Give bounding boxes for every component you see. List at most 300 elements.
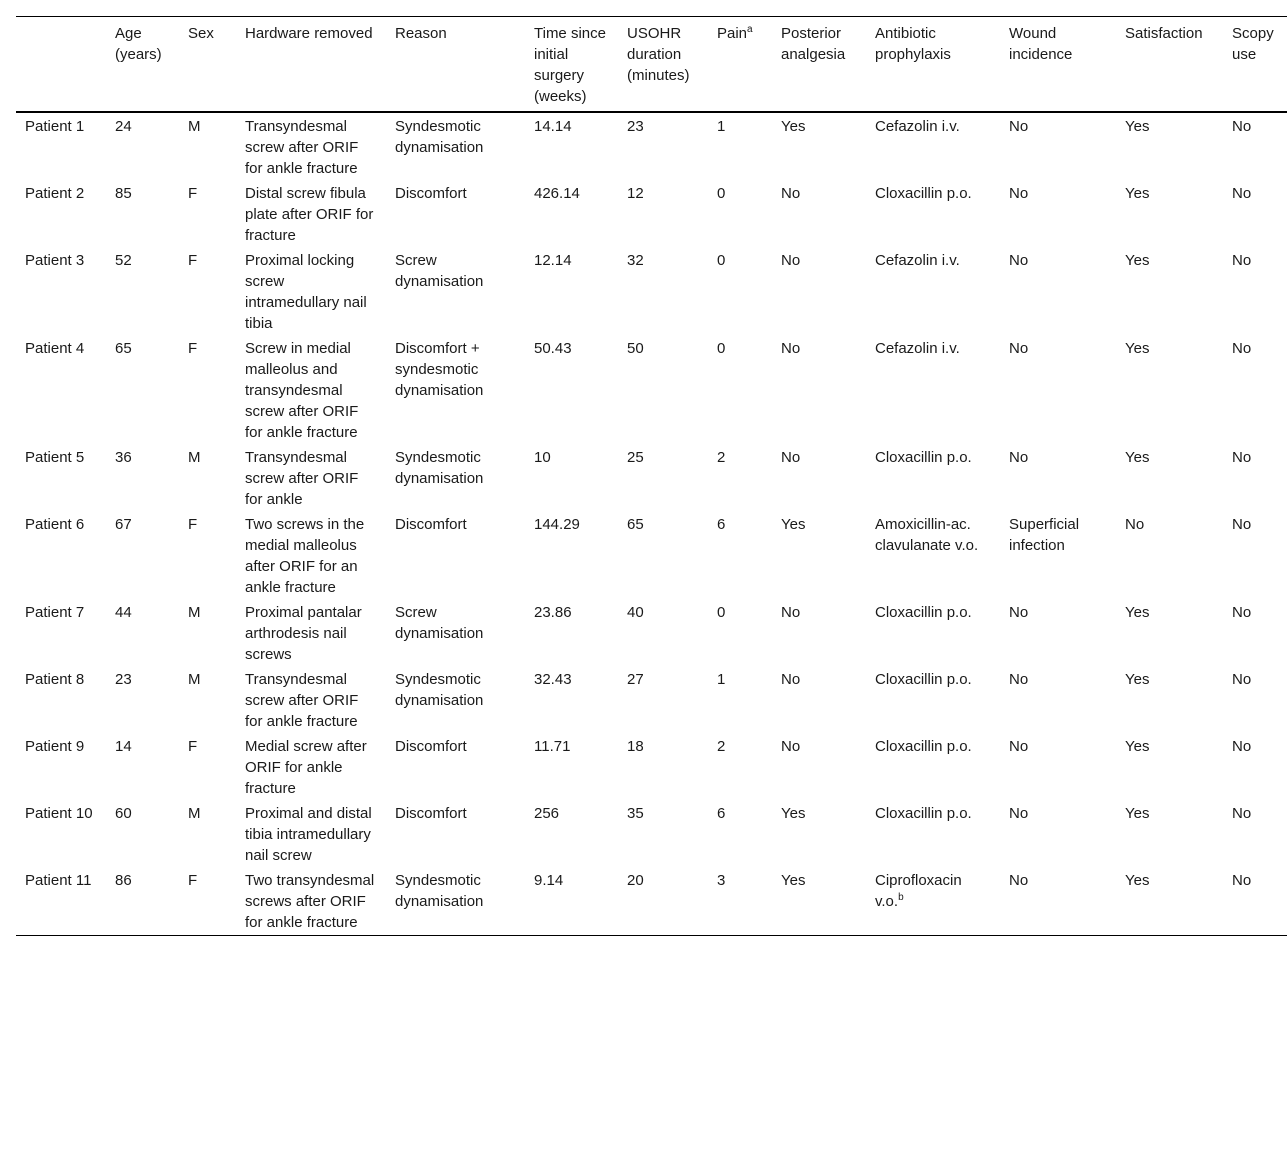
cell-text: Syndesmotic dynamisation	[395, 872, 484, 910]
table-cell	[866, 336, 1000, 445]
cell-text: 25	[627, 449, 644, 466]
table-cell	[386, 445, 525, 512]
table-body	[16, 112, 1287, 936]
table-cell	[525, 734, 618, 801]
table-cell	[386, 734, 525, 801]
table-cell	[618, 868, 708, 936]
column-header-label: USOHR duration (minutes)	[627, 25, 690, 84]
cell-text: Cloxacillin p.o.	[875, 185, 972, 202]
table-cell	[236, 336, 386, 445]
cell-text: 1	[717, 118, 726, 135]
table-row	[16, 801, 1287, 868]
table-cell	[179, 181, 236, 248]
cell-text: M	[188, 604, 201, 621]
table-cell	[708, 112, 772, 181]
table-cell	[236, 248, 386, 336]
table-cell	[1223, 600, 1287, 667]
table-cell	[1116, 181, 1223, 248]
table-cell	[106, 181, 179, 248]
cell-text: 256	[534, 805, 560, 822]
table-cell	[618, 512, 708, 600]
column-header	[386, 17, 525, 113]
cell-text: M	[188, 449, 201, 466]
cell-text: F	[188, 252, 198, 269]
table-cell	[525, 112, 618, 181]
column-header-label: Sex	[188, 25, 214, 42]
cell-text: 27	[627, 671, 644, 688]
table-cell	[106, 667, 179, 734]
cell-text: No	[1009, 340, 1029, 357]
cell-text: No	[1009, 738, 1029, 755]
cell-text: 0	[717, 340, 726, 357]
cell-text: No	[1232, 671, 1252, 688]
cell-text: No	[1232, 604, 1252, 621]
cell-text: 6	[717, 805, 726, 822]
table-cell	[866, 801, 1000, 868]
table-cell	[236, 512, 386, 600]
cell-text: No	[1009, 671, 1029, 688]
table-cell	[772, 248, 866, 336]
cell-text: No	[1009, 252, 1029, 269]
cell-text: 0	[717, 185, 726, 202]
cell-text: No	[1232, 516, 1252, 533]
cell-text: No	[781, 738, 801, 755]
cell-text: Cefazolin i.v.	[875, 340, 960, 357]
table-cell	[772, 734, 866, 801]
cell-text: Patient 3	[25, 252, 85, 269]
table-cell	[772, 112, 866, 181]
cell-text: Patient 2	[25, 185, 85, 202]
table-cell	[1116, 445, 1223, 512]
cell-text: No	[1232, 449, 1252, 466]
table-cell	[1223, 667, 1287, 734]
table-cell	[179, 248, 236, 336]
table-cell	[386, 181, 525, 248]
table-cell	[708, 600, 772, 667]
table-cell	[16, 600, 106, 667]
column-header-label: Wound incidence	[1009, 25, 1073, 63]
table-cell	[708, 181, 772, 248]
table-cell	[1116, 600, 1223, 667]
table-cell	[525, 512, 618, 600]
table-cell	[16, 667, 106, 734]
cell-text: No	[1232, 118, 1252, 135]
cell-text: F	[188, 516, 198, 533]
column-header-label: Hardware removed	[245, 25, 373, 42]
cell-text: F	[188, 872, 198, 889]
cell-text: Discomfort	[395, 185, 467, 202]
table-cell	[525, 336, 618, 445]
column-header-label: Scopy use	[1232, 25, 1274, 63]
table-cell	[618, 734, 708, 801]
table-cell	[1116, 734, 1223, 801]
cell-text: Yes	[1125, 118, 1150, 135]
cell-text: 12.14	[534, 252, 572, 269]
table-cell	[866, 868, 1000, 936]
table-row	[16, 248, 1287, 336]
cell-text: No	[1232, 252, 1252, 269]
cell-text: Distal screw fibula plate after ORIF for fracture	[245, 185, 374, 244]
table-cell	[772, 445, 866, 512]
table-cell	[1223, 868, 1287, 936]
table-cell	[1116, 112, 1223, 181]
table-cell	[236, 801, 386, 868]
table-cell	[772, 868, 866, 936]
table-cell	[708, 868, 772, 936]
table-cell	[772, 181, 866, 248]
cell-text: 60	[115, 805, 132, 822]
cell-text: No	[781, 671, 801, 688]
cell-text: Yes	[1125, 340, 1150, 357]
cell-text: 12	[627, 185, 644, 202]
table-cell	[236, 112, 386, 181]
table-cell	[16, 445, 106, 512]
cell-text: Patient 11	[25, 872, 92, 889]
cell-text: 65	[115, 340, 132, 357]
cell-text: F	[188, 340, 198, 357]
cell-text: No	[781, 604, 801, 621]
cell-text: Yes	[781, 118, 806, 135]
cell-text: Yes	[1125, 604, 1150, 621]
cell-text: 85	[115, 185, 132, 202]
table-cell	[618, 445, 708, 512]
cell-text: 11.71	[534, 738, 571, 755]
column-header-label: Satisfaction	[1125, 25, 1203, 42]
table-cell	[1223, 112, 1287, 181]
cell-text: Syndesmotic dynamisation	[395, 449, 484, 487]
table-cell	[236, 667, 386, 734]
table-cell	[106, 600, 179, 667]
cell-text: Patient 8	[25, 671, 85, 688]
cell-text: Yes	[1125, 671, 1150, 688]
cell-text: No	[1232, 340, 1252, 357]
table-cell	[179, 600, 236, 667]
table-cell	[1000, 445, 1116, 512]
cell-text: Screw dynamisation	[395, 252, 484, 290]
cell-text: 36	[115, 449, 132, 466]
cell-text: No	[1232, 872, 1252, 889]
table-cell	[618, 336, 708, 445]
table-cell	[618, 600, 708, 667]
cell-text: 18	[627, 738, 644, 755]
table-cell	[525, 445, 618, 512]
table-cell	[866, 112, 1000, 181]
cell-text: No	[1232, 738, 1252, 755]
table-cell	[386, 600, 525, 667]
table-cell	[179, 512, 236, 600]
cell-text: 0	[717, 604, 726, 621]
cell-text: No	[1009, 449, 1029, 466]
table-cell	[866, 248, 1000, 336]
table-cell	[708, 336, 772, 445]
header-row	[16, 17, 1287, 113]
table-cell	[1000, 248, 1116, 336]
cell-text: Yes	[1125, 185, 1150, 202]
cell-text: Yes	[781, 805, 806, 822]
cell-text: Patient 4	[25, 340, 85, 357]
cell-text: Proximal pantalar arthrodesis nail screws	[245, 604, 362, 663]
cell-text: No	[1009, 185, 1029, 202]
table-cell	[866, 734, 1000, 801]
cell-text: 144.29	[534, 516, 580, 533]
table-row	[16, 181, 1287, 248]
cell-text: Discomfort	[395, 805, 467, 822]
cell-text: Cloxacillin p.o.	[875, 805, 972, 822]
cell-text: Discomfort + syndesmotic dynamisation	[395, 340, 484, 399]
table-cell	[866, 667, 1000, 734]
cell-text: 24	[115, 118, 132, 135]
table-cell	[1000, 667, 1116, 734]
table-cell	[1000, 112, 1116, 181]
table-cell	[179, 868, 236, 936]
cell-text: 23	[115, 671, 132, 688]
table-cell	[179, 801, 236, 868]
table-cell	[525, 667, 618, 734]
table-cell	[16, 112, 106, 181]
table-cell	[772, 600, 866, 667]
table-cell	[708, 512, 772, 600]
table-row	[16, 734, 1287, 801]
cell-text: M	[188, 118, 201, 135]
cell-text: Patient 9	[25, 738, 85, 755]
column-header-label: Posterior analgesia	[781, 25, 846, 63]
cell-text: Yes	[1125, 872, 1150, 889]
table-cell	[106, 445, 179, 512]
table-cell	[1223, 336, 1287, 445]
table-cell	[1000, 600, 1116, 667]
cell-text: 20	[627, 872, 644, 889]
cell-text: 50.43	[534, 340, 572, 357]
cell-text: Cloxacillin p.o.	[875, 449, 972, 466]
table-row	[16, 868, 1287, 936]
column-header	[708, 17, 772, 113]
table-cell	[618, 667, 708, 734]
table-cell	[708, 667, 772, 734]
table-row	[16, 445, 1287, 512]
table-cell	[1223, 181, 1287, 248]
table-cell	[1116, 868, 1223, 936]
column-header	[179, 17, 236, 113]
cell-text: Yes	[1125, 805, 1150, 822]
table-cell	[16, 801, 106, 868]
footnote-marker: a	[747, 24, 753, 35]
cell-text: No	[1009, 604, 1029, 621]
cell-text: Transyndesmal screw after ORIF for ankle fracture	[245, 671, 359, 730]
table-cell	[772, 667, 866, 734]
table-cell	[16, 512, 106, 600]
cell-text: 3	[717, 872, 726, 889]
table-cell	[1116, 512, 1223, 600]
cell-text: Cefazolin i.v.	[875, 252, 960, 269]
table-cell	[106, 248, 179, 336]
cell-text: 2	[717, 449, 726, 466]
cell-text: Yes	[1125, 252, 1150, 269]
table-cell	[106, 512, 179, 600]
cell-text: No	[1009, 805, 1029, 822]
table-row	[16, 600, 1287, 667]
cell-text: Transyndesmal screw after ORIF for ankle fracture	[245, 118, 359, 177]
cell-text: Two screws in the medial malleolus after ORIF for an ankle fracture	[245, 516, 365, 596]
table-cell	[1000, 734, 1116, 801]
table-cell	[179, 445, 236, 512]
table-cell	[386, 801, 525, 868]
column-header	[106, 17, 179, 113]
table-cell	[179, 667, 236, 734]
cell-text: No	[1009, 118, 1029, 135]
table-cell	[866, 512, 1000, 600]
cell-text: 50	[627, 340, 644, 357]
cell-text: Patient 7	[25, 604, 85, 621]
table-cell	[106, 112, 179, 181]
cell-text: Cefazolin i.v.	[875, 118, 960, 135]
table-cell	[866, 181, 1000, 248]
table-cell	[386, 667, 525, 734]
table-cell	[1000, 512, 1116, 600]
table-cell	[236, 868, 386, 936]
table-row	[16, 336, 1287, 445]
table-cell	[386, 512, 525, 600]
cell-text: 2	[717, 738, 726, 755]
cell-text: Yes	[1125, 738, 1150, 755]
table-cell	[708, 801, 772, 868]
column-header	[772, 17, 866, 113]
cell-text: No	[781, 185, 801, 202]
cell-text: Amoxicillin-ac. clavulanate v.o.	[875, 516, 979, 554]
table-cell	[708, 248, 772, 336]
column-header-label: Age (years)	[115, 25, 162, 63]
table-cell	[1223, 445, 1287, 512]
cell-text: 32.43	[534, 671, 572, 688]
table-cell	[1116, 336, 1223, 445]
table-cell	[386, 112, 525, 181]
table-cell	[179, 112, 236, 181]
table-cell	[1223, 734, 1287, 801]
table-cell	[866, 600, 1000, 667]
cell-text: 32	[627, 252, 644, 269]
table-cell	[866, 445, 1000, 512]
cell-text: 23.86	[534, 604, 572, 621]
table-cell	[772, 801, 866, 868]
cell-text: Superficial infection	[1009, 516, 1080, 554]
cell-text: 67	[115, 516, 132, 533]
cell-text: M	[188, 805, 201, 822]
cell-text: Cloxacillin p.o.	[875, 671, 972, 688]
cell-text: No	[1232, 805, 1252, 822]
cell-text: Patient 1	[25, 118, 85, 135]
table-cell	[618, 801, 708, 868]
cell-text: Yes	[781, 872, 806, 889]
table-cell	[106, 734, 179, 801]
cell-text: 86	[115, 872, 132, 889]
cell-text: Ciprofloxacin v.o.	[875, 872, 962, 910]
cell-text: 10	[534, 449, 551, 466]
table-cell	[106, 868, 179, 936]
cell-text: Yes	[781, 516, 806, 533]
table-cell	[236, 600, 386, 667]
cell-text: 44	[115, 604, 132, 621]
table-cell	[16, 734, 106, 801]
cell-text: Cloxacillin p.o.	[875, 738, 972, 755]
cell-text: No	[781, 252, 801, 269]
cell-text: Yes	[1125, 449, 1150, 466]
table-cell	[618, 112, 708, 181]
cell-text: 0	[717, 252, 726, 269]
footnote-marker: b	[898, 892, 904, 903]
column-header-label: Pain	[717, 25, 748, 42]
cell-text: Syndesmotic dynamisation	[395, 671, 484, 709]
cell-text: Discomfort	[395, 738, 467, 755]
table-cell	[1000, 336, 1116, 445]
table-cell	[708, 734, 772, 801]
cell-text: No	[1009, 872, 1029, 889]
cell-text: Patient 10	[25, 805, 93, 822]
table-cell	[16, 248, 106, 336]
cell-text: 65	[627, 516, 644, 533]
cell-text: Patient 5	[25, 449, 85, 466]
table-cell	[179, 336, 236, 445]
table-cell	[1116, 667, 1223, 734]
table-cell	[1000, 801, 1116, 868]
cell-text: 426.14	[534, 185, 580, 202]
column-header	[1116, 17, 1223, 113]
table-cell	[525, 868, 618, 936]
cell-text: 40	[627, 604, 644, 621]
column-header	[16, 17, 106, 113]
cell-text: No	[1125, 516, 1145, 533]
cell-text: Screw in medial malleolus and transyndesmal screw after ORIF for ankle fracture	[245, 340, 359, 441]
cell-text: 6	[717, 516, 726, 533]
table-cell	[386, 868, 525, 936]
table-cell	[1116, 248, 1223, 336]
column-header-label: Reason	[395, 25, 447, 42]
table-cell	[1116, 801, 1223, 868]
cell-text: No	[781, 340, 801, 357]
cell-text: Transyndesmal screw after ORIF for ankle	[245, 449, 359, 508]
table-cell	[1000, 868, 1116, 936]
table-cell	[386, 336, 525, 445]
column-header	[866, 17, 1000, 113]
column-header-label: Antibiotic prophylaxis	[875, 25, 951, 63]
cell-text: F	[188, 738, 198, 755]
table-row	[16, 112, 1287, 181]
cell-text: Patient 6	[25, 516, 85, 533]
table-cell	[772, 512, 866, 600]
cell-text: Two transyndesmal screws after ORIF for ankle fracture	[245, 872, 375, 931]
patient-table	[16, 16, 1287, 936]
cell-text: M	[188, 671, 201, 688]
column-header	[236, 17, 386, 113]
table-cell	[236, 445, 386, 512]
cell-text: Syndesmotic dynamisation	[395, 118, 484, 156]
cell-text: 35	[627, 805, 644, 822]
cell-text: No	[781, 449, 801, 466]
table-cell	[1223, 512, 1287, 600]
cell-text: Discomfort	[395, 516, 467, 533]
table-cell	[618, 248, 708, 336]
table-cell	[106, 801, 179, 868]
table-cell	[179, 734, 236, 801]
table-cell	[236, 181, 386, 248]
cell-text: 14.14	[534, 118, 572, 135]
table-cell	[386, 248, 525, 336]
table-row	[16, 667, 1287, 734]
table-cell	[618, 181, 708, 248]
table-cell	[106, 336, 179, 445]
table-row	[16, 512, 1287, 600]
cell-text: Medial screw after ORIF for ankle fracture	[245, 738, 367, 797]
cell-text: Proximal locking screw intramedullary nail tibia	[245, 252, 367, 332]
table-header	[16, 17, 1287, 113]
